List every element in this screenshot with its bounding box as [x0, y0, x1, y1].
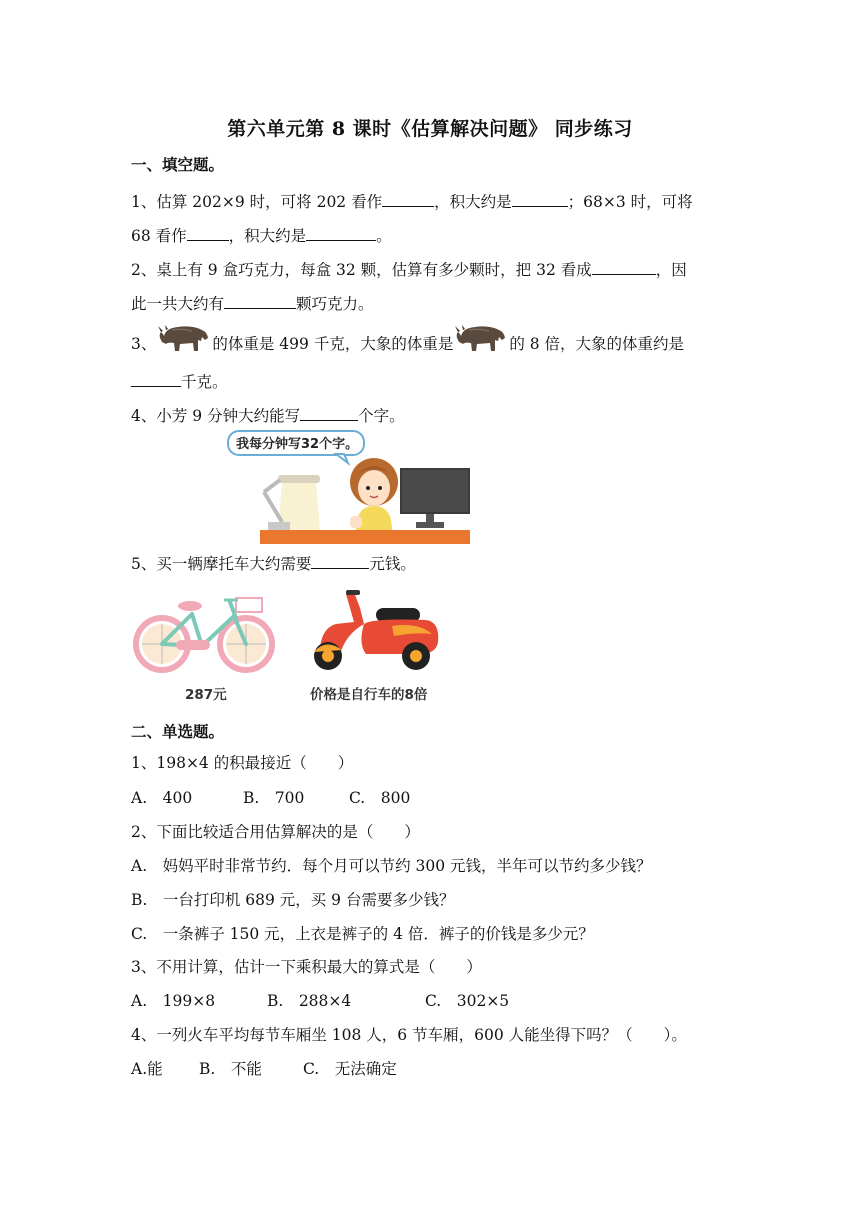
option-b: B. 一台打印机 689 元，买 9 台需要多少钱？ [131, 891, 455, 909]
answer-blank [300, 404, 358, 421]
q1-text-c: ；68×3 时，可将 [567, 193, 693, 211]
answer-blank [311, 552, 369, 569]
q3-text-b: 的体重是 499 千克，大象的体重是 [212, 335, 454, 353]
option-c: C. 302×5 [425, 992, 510, 1010]
q3-text-d: 千克。 [181, 373, 228, 391]
option-c: C. 无法确定 [303, 1060, 397, 1078]
option-c: C. 800 [349, 789, 411, 807]
question-3-line-1 [131, 330, 684, 360]
answer-blank [306, 224, 376, 241]
q3-text-c: 的 8 倍，大象的体重约是 [509, 335, 685, 353]
mc-question-3: 3、不用计算，估计一下乘积最大的算式是（ ） [131, 958, 482, 976]
motorcycle-illustration [306, 588, 444, 674]
option-a: A. 400 [131, 789, 193, 807]
q2-text-a: 2、桌上有 9 盒巧克力，每盒 32 颗，估算有多少颗时，把 32 看成 [131, 261, 592, 279]
q1-text-d: 68 看作 [131, 227, 187, 245]
option-b: B. 不能 [199, 1060, 262, 1078]
mc-question-3-options [131, 990, 509, 1012]
question-2-line-2 [131, 292, 374, 315]
option-a: A. 妈妈平时非常节约．每个月可以节约 300 元钱，半年可以节约多少钱？ [131, 857, 652, 875]
question-2-line-1 [131, 258, 687, 281]
option-b: B. 288×4 [267, 992, 352, 1010]
answer-blank [512, 190, 568, 207]
mc-question-1-options [131, 787, 410, 809]
q1-text-f: 。 [376, 227, 392, 245]
answer-blank [131, 370, 181, 387]
mc-question-4-options [131, 1058, 397, 1080]
bicycle-illustration [132, 588, 278, 676]
answer-blank [224, 292, 296, 309]
rhino-icon [158, 322, 210, 360]
mc-question-2: 2、下面比较适合用估算解决的是（ ） [131, 823, 420, 841]
motorcycle-price-caption: 价格是自行车的8倍 [310, 687, 428, 703]
option-a: A.能 [131, 1060, 163, 1078]
answer-blank [382, 190, 434, 207]
mc-question-4: 4、一列火车平均每节车厢坐 108 人，6 节车厢，600 人能坐得下吗？（ ）。 [131, 1026, 687, 1044]
q3-text-a: 3、 [131, 335, 157, 353]
question-3-line-2 [131, 370, 228, 393]
section-heading-fill-blank: 一、填空题。 [131, 155, 225, 174]
question-1-line-1 [131, 190, 693, 213]
section-heading-single-choice: 二、单选题。 [131, 722, 225, 741]
question-5-line [131, 552, 416, 575]
q1-text-b: ，积大约是 [434, 193, 512, 211]
option-a: A. 199×8 [131, 992, 216, 1010]
rhino-icon [455, 322, 507, 360]
q5-text-b: 元钱。 [369, 555, 416, 573]
bicycle-price-caption: 287元 [185, 687, 227, 703]
option-b: B. 700 [243, 789, 305, 807]
q2-text-d: 颗巧克力。 [296, 295, 374, 313]
mc-question-1: 1、198×4 的积最接近（ ） [131, 754, 354, 772]
question-1-line-2 [131, 224, 392, 247]
option-c: C. 一条裤子 150 元，上衣是裤子的 4 倍．裤子的价钱是多少元？ [131, 925, 594, 943]
q2-text-c: 此一共大约有 [131, 295, 225, 313]
speech-bubble-text: 我每分钟写32个字。 [236, 437, 359, 452]
q4-text-b: 个字。 [358, 407, 405, 425]
girl-writing-illustration [224, 430, 474, 546]
question-4-line [131, 404, 405, 427]
page-title: 第六单元第 8 课时《估算解决问题》 同步练习 [227, 118, 633, 140]
q2-text-b: ，因 [655, 261, 687, 279]
q4-text-a: 4、小芳 9 分钟大约能写 [131, 407, 301, 425]
q5-text-a: 5、买一辆摩托车大约需要 [131, 555, 312, 573]
answer-blank [187, 224, 229, 241]
q1-text-a: 1、估算 202×9 时，可将 202 看作 [131, 193, 383, 211]
q1-text-e: ，积大约是 [228, 227, 307, 245]
answer-blank [592, 258, 656, 275]
